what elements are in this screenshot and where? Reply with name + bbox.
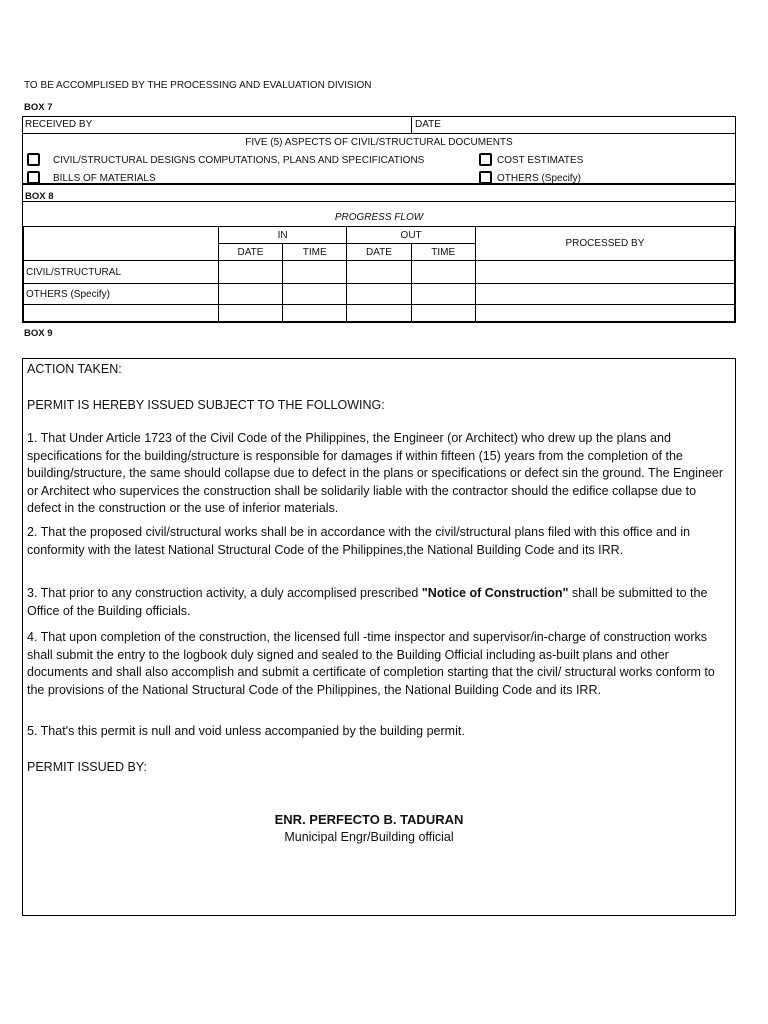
received-row	[23, 117, 735, 134]
checkbox-bills-of-materials[interactable]	[27, 171, 40, 184]
box8-label: BOX 8	[25, 191, 54, 202]
checkbox-cost-estimates[interactable]	[479, 153, 492, 166]
row-label-civil: CIVIL/STRUCTURAL	[24, 261, 219, 284]
aspect-item-cost: COST ESTIMATES	[497, 155, 584, 166]
out-date-header: DATE	[347, 244, 411, 261]
condition-5: 5. That's this permit is null and void unless accompanied by the building permit.	[27, 724, 465, 738]
condition-2: 2. That the proposed civil/structural works shall be in accordance with the civil/structural plans filed with this office and in conformity with the latest National Structural Code of the Philippines,the National Building Code and its IRR.	[27, 525, 691, 557]
box9-section	[22, 358, 736, 916]
permit-intro: PERMIT IS HEREBY ISSUED SUBJECT TO THE FOLLOWING:	[27, 398, 385, 412]
in-date-header: DATE	[218, 244, 282, 261]
form-instruction: TO BE ACCOMPLISED BY THE PROCESSING AND EVALUATION DIVISION	[24, 80, 372, 91]
progress-flow-title: PROGRESS FLOW	[334, 212, 424, 223]
action-taken-label: ACTION TAKEN:	[27, 362, 122, 376]
official-name: ENR. PERFECTO B. TADURAN	[274, 812, 464, 827]
out-header: OUT	[347, 227, 476, 244]
table-row	[24, 284, 735, 305]
out-time-header: TIME	[411, 244, 475, 261]
checkbox-others[interactable]	[479, 171, 492, 184]
box8-section	[22, 184, 736, 323]
row-label-others: OTHERS (Specify)	[24, 284, 219, 305]
box7-label: BOX 7	[24, 102, 53, 113]
received-by-label: RECEIVED BY	[25, 119, 93, 130]
condition-1: 1. That Under Article 1723 of the Civil Code of the Philippines, the Engineer (or Architect) who drew up the plans and specifications for the building/structure is responsible for damages if within fifteen (15) years from the completion of the building/structure, the same should collapse due to defect in the plans or specifications or defect sin the ground. The Engineer or Architect who supervices the construction shall be solidarily liable with the contractor should the edifice collapse due to defect in the construction or the use of inferior materials.	[27, 431, 724, 516]
received-date-divider	[411, 117, 412, 133]
official-title: Municipal Engr/Building official	[284, 830, 454, 844]
aspect-item-designs: CIVIL/STRUCTURAL DESIGNS COMPUTATIONS, PLANS AND SPECIFICATIONS	[53, 155, 425, 166]
aspect-item-bills: BILLS OF MATERIALS	[53, 173, 156, 184]
aspects-title: FIVE (5) ASPECTS OF CIVIL/STRUCTURAL DOCUMENTS	[245, 137, 513, 148]
condition-4: 4. That upon completion of the construction, the licensed full -time inspector and supervisor/in-charge of construction works shall submit the entry to the logbook duly signed and sealed to the Building Official including as-built plans and other documents and shall also accomplish and submit a certificate of completion starting that the civil/ structural works conform to the provisions of the National Structural Code of the Philippines, the National Building Code and its IRR.	[27, 630, 715, 697]
table-row	[24, 261, 735, 284]
checkbox-designs[interactable]	[27, 153, 40, 166]
notice-of-construction: "Notice of Construction"	[421, 586, 569, 600]
table-row	[24, 305, 735, 322]
condition-3: 3. That prior to any construction activity, a duly accomplised prescribed "Notice of Construction" shall be submitted to the Office of the Building officials.	[27, 586, 708, 618]
box7-section	[22, 116, 736, 184]
progress-flow-table	[23, 226, 735, 322]
date-label: DATE	[415, 119, 441, 130]
in-time-header: TIME	[283, 244, 347, 261]
aspect-item-others: OTHERS (Specify)	[497, 173, 581, 184]
in-header: IN	[218, 227, 347, 244]
box9-label: BOX 9	[24, 328, 53, 339]
permit-issued-by-label: PERMIT ISSUED BY:	[27, 760, 147, 774]
processed-by-header: PROCESSED BY	[475, 227, 734, 261]
